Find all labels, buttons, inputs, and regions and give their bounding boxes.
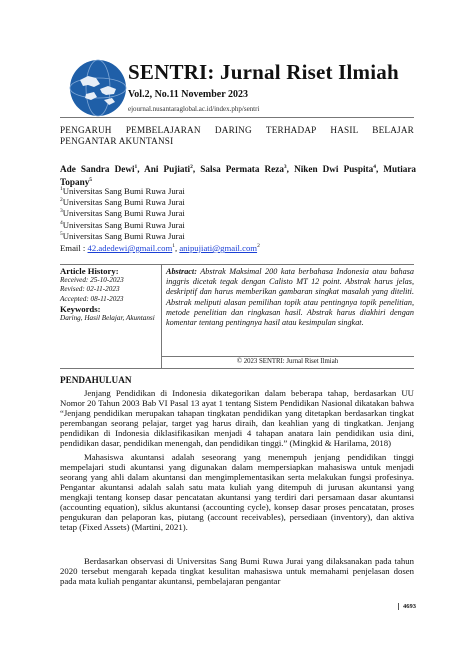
abstract [166, 267, 414, 328]
keywords-text: Daring, Hasil Belajar, Akuntansi [60, 313, 155, 322]
affiliation-line [60, 197, 185, 207]
info-vertical-divider [161, 264, 162, 368]
email-sup-1: 1 [172, 243, 175, 250]
email-link-1[interactable]: 42.adedewi@gmail.com [87, 243, 173, 253]
accepted-date: Accepted: 08-11-2023 [60, 294, 124, 303]
affiliation-name: Universitas Sang Bumi Ruwa Jurai [62, 208, 185, 219]
header-divider [60, 117, 414, 118]
revised-date: Revised: 02-11-2023 [60, 285, 120, 294]
affiliation-sup: 1 [60, 186, 63, 193]
author-name: Mutiara Topany [60, 164, 417, 188]
author-separator: , [192, 164, 201, 175]
affiliation-sup: 4 [60, 219, 63, 226]
affiliation-name: Universitas Sang Bumi Ruwa Jurai [62, 197, 185, 208]
author-sup: 1 [134, 164, 138, 170]
journal-title: SENTRI: Jurnal Riset Ilmiah [128, 60, 399, 84]
section-heading: PENDAHULUAN [60, 375, 132, 385]
journal-url[interactable]: ejournal.nusantaraglobal.ac.id/index.php/sentri [128, 105, 260, 113]
affiliation-line [60, 186, 185, 196]
affiliation-line [60, 220, 185, 230]
article-history [60, 266, 158, 323]
journal-logo-globe-icon [66, 56, 130, 120]
info-top-divider [60, 264, 414, 265]
affiliation-sup: 3 [60, 208, 63, 215]
author-sup: 2 [190, 164, 193, 170]
info-bottom-divider [60, 368, 414, 369]
author-sup: 4 [373, 164, 376, 170]
affiliation-sup: 5 [60, 230, 63, 237]
article-title: PENGARUH PEMBELAJARAN DARING TERHADAP HASIL BELAJAR PENGANTAR AKUNTANSI [60, 125, 414, 146]
keywords-label: Keywords: [60, 303, 101, 314]
email-line [60, 243, 260, 253]
email-link-2[interactable]: anipujiati@gmail.com [179, 243, 258, 253]
email-sup-2: 2 [257, 243, 260, 250]
email-separator: , [174, 243, 180, 253]
received-date: Received: 25-10-2023 [60, 276, 124, 284]
affiliation-name: Universitas Sang Bumi Ruwa Jurai [62, 230, 185, 241]
author-name: Ade Sandra Dewi [60, 164, 135, 175]
affiliation-name: Universitas Sang Bumi Ruwa Jurai [62, 186, 185, 196]
abstract-label: Abstract: [166, 267, 197, 276]
affiliation-line [60, 231, 185, 241]
body-paragraph-2: Mahasiswa akuntansi adalah seseorang yang menempuh jenjang pendidikan tinggi mempelajari studi akuntansi yang digunakan dalam mempersiapkan mahasiswa untuk menjadi seorang yang ahli dalam akuntansi dan mengimplementasikan serta melakukan fungsi profesinya. Pengantar akuntansi adalah salah satu mata kuliah yang ditempuh di jurusan akuntansi yang mengkaji tentang konsep dasar pencatatan akuntansi yang terdiri dari persamaan dasar akuntansi (accounting equation), siklus akuntansi (accounting cycle), konsep dasar proses pencatatan, proses pengukuran dan pelaporan kas, piutang (account receivables), persediaan (inventory), dan aktiva tetap (Fixed Assets) (Martini, 2021). [60, 452, 414, 533]
journal-issue: Vol.2, No.11 November 2023 [128, 89, 248, 100]
author-name: Salsa Permata Reza [200, 164, 284, 175]
author-sup: 3 [283, 164, 287, 170]
author-separator: , [137, 164, 145, 175]
abstract-divider [161, 356, 414, 357]
affiliation-name: Universitas Sang Bumi Ruwa Jurai [62, 219, 185, 230]
page-footer [398, 603, 416, 610]
email-label: Email : [60, 243, 88, 253]
copyright-notice: © 2023 SENTRI: Jurnal Riset Ilmiah [236, 358, 339, 365]
abstract-text: Abstrak Maksimal 200 kata berbahasa Indonesia atau bahasa inggris dicetak tegak dengan Calisto MT 12 point. Abstrak harus jelas, deskriptif dan harus memberikan gambaran singkat masalah yang diteliti. Abstrak meliputi alasan pemilihan topik atau pentingnya topik penelitian, metode penelitian dan ringkasan hasil. Abstrak harus diakhiri dengan komentar tentang pentingnya hasil atau kesimpulan singkat. [166, 267, 414, 328]
page-number: 4693 [403, 603, 416, 610]
body-paragraph-1: Jenjang Pendidikan di Indonesia dikategorikan dalam beberapa tahap, berdasarkan UU Nomor 20 Tahun 2003 Bab VI Pasal 13 ayat 1 tentang Sistem Pendidikan Nasional dikatakan bahwa “Jenjang pendidikan merupakan tahapan tingkatan pendidikan yang ditetapkan berdasarkan tingkat perembangan seorang pelajar, target yag harus diraih, dan keahlian yang di tingkatkan. Jenjang pendidikan di Indonesia diklasifikasikan menjadi 4 tahapan anatara lain pendidikan usia dini, pendidikan dasar, pendidikan menengah, dan pendidikan tinggi.” (Mingkid & Harilama, 2018) [60, 388, 414, 449]
author-sup: 5 [89, 177, 93, 184]
body-paragraph-3: Berdasarkan observasi di Universitas Sang Bumi Ruwa Jurai yang dilaksanakan pada tahun 2020 tersebut mengarah kepada tingkat kesulitan mahasiswa untuk memahami penjelasan dosen pada mata kuliah pengantar akuntansi, pembelajaran pengantar [60, 556, 414, 587]
history-label: Article History: [60, 266, 119, 276]
author-separator: , [375, 164, 384, 175]
footer-divider [398, 603, 399, 610]
author-name: Niken Dwi Puspita [294, 164, 374, 175]
affiliation-line [60, 208, 185, 218]
author-name: Ani Pujiati [144, 164, 191, 175]
author-separator: , [286, 164, 295, 175]
affiliation-sup: 2 [60, 197, 63, 204]
author-list [60, 162, 416, 188]
